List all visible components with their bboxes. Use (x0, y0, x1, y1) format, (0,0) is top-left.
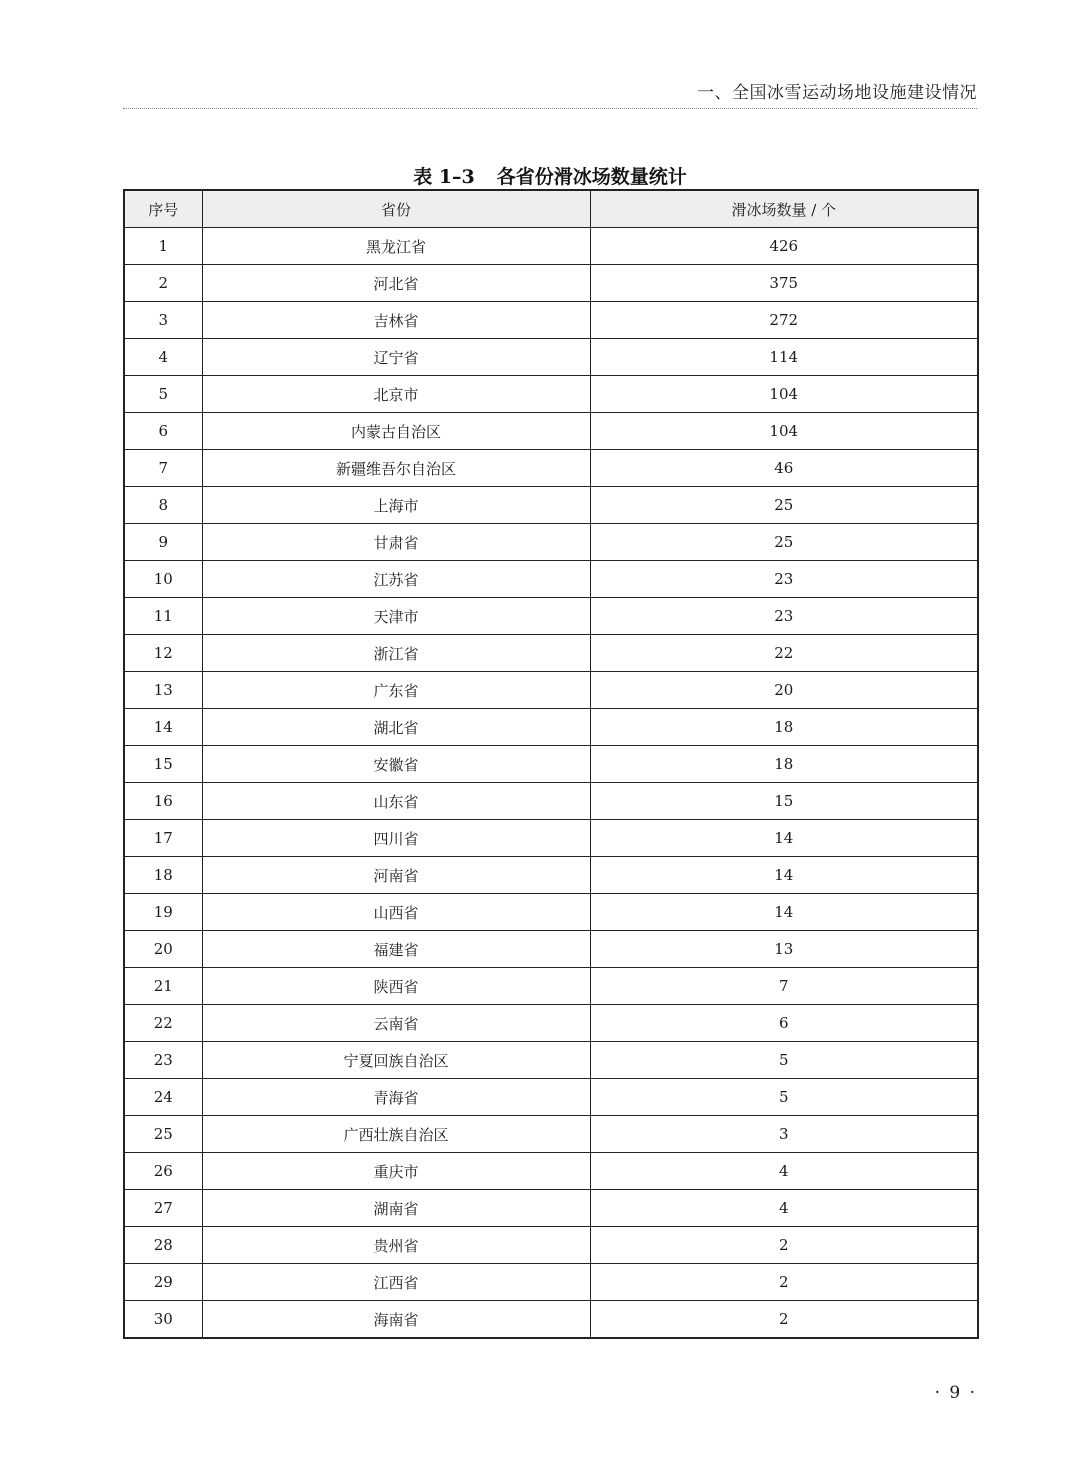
table-row (124, 635, 978, 672)
cell-count: 4 (590, 1153, 978, 1190)
cell-province: 湖南省 (202, 1190, 590, 1227)
table-row (124, 1264, 978, 1301)
cell-count: 25 (590, 487, 978, 524)
cell-province: 辽宁省 (202, 339, 590, 376)
cell-count: 2 (590, 1227, 978, 1264)
cell-index: 26 (124, 1153, 202, 1190)
cell-index: 12 (124, 635, 202, 672)
cell-index: 3 (124, 302, 202, 339)
table-row (124, 783, 978, 820)
cell-index: 28 (124, 1227, 202, 1264)
table-title (123, 162, 977, 189)
table-row (124, 413, 978, 450)
cell-count: 18 (590, 746, 978, 783)
cell-province: 河南省 (202, 857, 590, 894)
table-row (124, 265, 978, 302)
cell-province: 北京市 (202, 376, 590, 413)
table-row (124, 1227, 978, 1264)
cell-count: 23 (590, 598, 978, 635)
running-header: 一、全国冰雪运动场地设施建设情况 (697, 83, 977, 103)
cell-province: 广东省 (202, 672, 590, 709)
cell-index: 21 (124, 968, 202, 1005)
cell-count: 25 (590, 524, 978, 561)
cell-index: 22 (124, 1005, 202, 1042)
cell-index: 13 (124, 672, 202, 709)
table-row (124, 524, 978, 561)
cell-province: 陕西省 (202, 968, 590, 1005)
table-row (124, 931, 978, 968)
table-row (124, 1190, 978, 1227)
cell-count: 14 (590, 857, 978, 894)
cell-province: 贵州省 (202, 1227, 590, 1264)
cell-count: 13 (590, 931, 978, 968)
table-row (124, 598, 978, 635)
cell-province: 浙江省 (202, 635, 590, 672)
table-body (124, 228, 978, 1339)
cell-count: 5 (590, 1079, 978, 1116)
cell-province: 山西省 (202, 894, 590, 931)
cell-count: 4 (590, 1190, 978, 1227)
table-row (124, 672, 978, 709)
cell-province: 四川省 (202, 820, 590, 857)
cell-count: 23 (590, 561, 978, 598)
cell-count: 104 (590, 413, 978, 450)
cell-count: 6 (590, 1005, 978, 1042)
cell-province: 甘肃省 (202, 524, 590, 561)
table-header-row (124, 190, 978, 228)
table-caption: 各省份滑冰场数量统计 (496, 166, 687, 188)
cell-index: 10 (124, 561, 202, 598)
cell-index: 7 (124, 450, 202, 487)
cell-count: 426 (590, 228, 978, 265)
table-row (124, 487, 978, 524)
table-row (124, 857, 978, 894)
cell-count: 5 (590, 1042, 978, 1079)
cell-index: 27 (124, 1190, 202, 1227)
table-row (124, 820, 978, 857)
cell-index: 14 (124, 709, 202, 746)
table-number: 表 1–3 (413, 166, 475, 188)
cell-province: 海南省 (202, 1301, 590, 1339)
cell-province: 云南省 (202, 1005, 590, 1042)
cell-count: 104 (590, 376, 978, 413)
cell-province: 湖北省 (202, 709, 590, 746)
cell-count: 22 (590, 635, 978, 672)
cell-index: 17 (124, 820, 202, 857)
table-row (124, 1301, 978, 1339)
cell-index: 8 (124, 487, 202, 524)
cell-province: 山东省 (202, 783, 590, 820)
page-number: · 9 · (934, 1383, 977, 1403)
cell-province: 江西省 (202, 1264, 590, 1301)
cell-province: 宁夏回族自治区 (202, 1042, 590, 1079)
table-row (124, 302, 978, 339)
cell-province: 黑龙江省 (202, 228, 590, 265)
cell-index: 9 (124, 524, 202, 561)
cell-index: 16 (124, 783, 202, 820)
table-row (124, 1079, 978, 1116)
table-row (124, 561, 978, 598)
cell-count: 3 (590, 1116, 978, 1153)
cell-index: 25 (124, 1116, 202, 1153)
cell-count: 20 (590, 672, 978, 709)
cell-index: 18 (124, 857, 202, 894)
cell-index: 29 (124, 1264, 202, 1301)
cell-count: 2 (590, 1264, 978, 1301)
cell-province: 内蒙古自治区 (202, 413, 590, 450)
cell-index: 19 (124, 894, 202, 931)
column-header-count: 滑冰场数量 / 个 (590, 190, 978, 228)
cell-province: 河北省 (202, 265, 590, 302)
cell-index: 5 (124, 376, 202, 413)
cell-province: 江苏省 (202, 561, 590, 598)
cell-index: 20 (124, 931, 202, 968)
cell-province: 新疆维吾尔自治区 (202, 450, 590, 487)
cell-count: 375 (590, 265, 978, 302)
skating-rink-table (123, 189, 979, 1339)
cell-index: 24 (124, 1079, 202, 1116)
cell-index: 11 (124, 598, 202, 635)
cell-province: 广西壮族自治区 (202, 1116, 590, 1153)
cell-count: 114 (590, 339, 978, 376)
cell-index: 4 (124, 339, 202, 376)
cell-province: 安徽省 (202, 746, 590, 783)
table-row (124, 339, 978, 376)
cell-count: 2 (590, 1301, 978, 1339)
cell-count: 14 (590, 894, 978, 931)
cell-index: 2 (124, 265, 202, 302)
cell-count: 7 (590, 968, 978, 1005)
cell-count: 14 (590, 820, 978, 857)
cell-index: 30 (124, 1301, 202, 1339)
cell-count: 18 (590, 709, 978, 746)
cell-count: 15 (590, 783, 978, 820)
table-row (124, 1005, 978, 1042)
cell-province: 吉林省 (202, 302, 590, 339)
table-row (124, 1042, 978, 1079)
cell-province: 天津市 (202, 598, 590, 635)
cell-index: 23 (124, 1042, 202, 1079)
cell-count: 46 (590, 450, 978, 487)
table-row (124, 450, 978, 487)
cell-index: 15 (124, 746, 202, 783)
cell-province: 上海市 (202, 487, 590, 524)
column-header-province: 省份 (202, 190, 590, 228)
header-divider (123, 108, 977, 109)
table-row (124, 1153, 978, 1190)
table-row (124, 376, 978, 413)
table-row (124, 709, 978, 746)
cell-index: 1 (124, 228, 202, 265)
cell-province: 青海省 (202, 1079, 590, 1116)
table-row (124, 968, 978, 1005)
table-row (124, 228, 978, 265)
table-row (124, 746, 978, 783)
cell-province: 重庆市 (202, 1153, 590, 1190)
cell-province: 福建省 (202, 931, 590, 968)
cell-count: 272 (590, 302, 978, 339)
table-row (124, 894, 978, 931)
column-header-index: 序号 (124, 190, 202, 228)
table-row (124, 1116, 978, 1153)
cell-index: 6 (124, 413, 202, 450)
